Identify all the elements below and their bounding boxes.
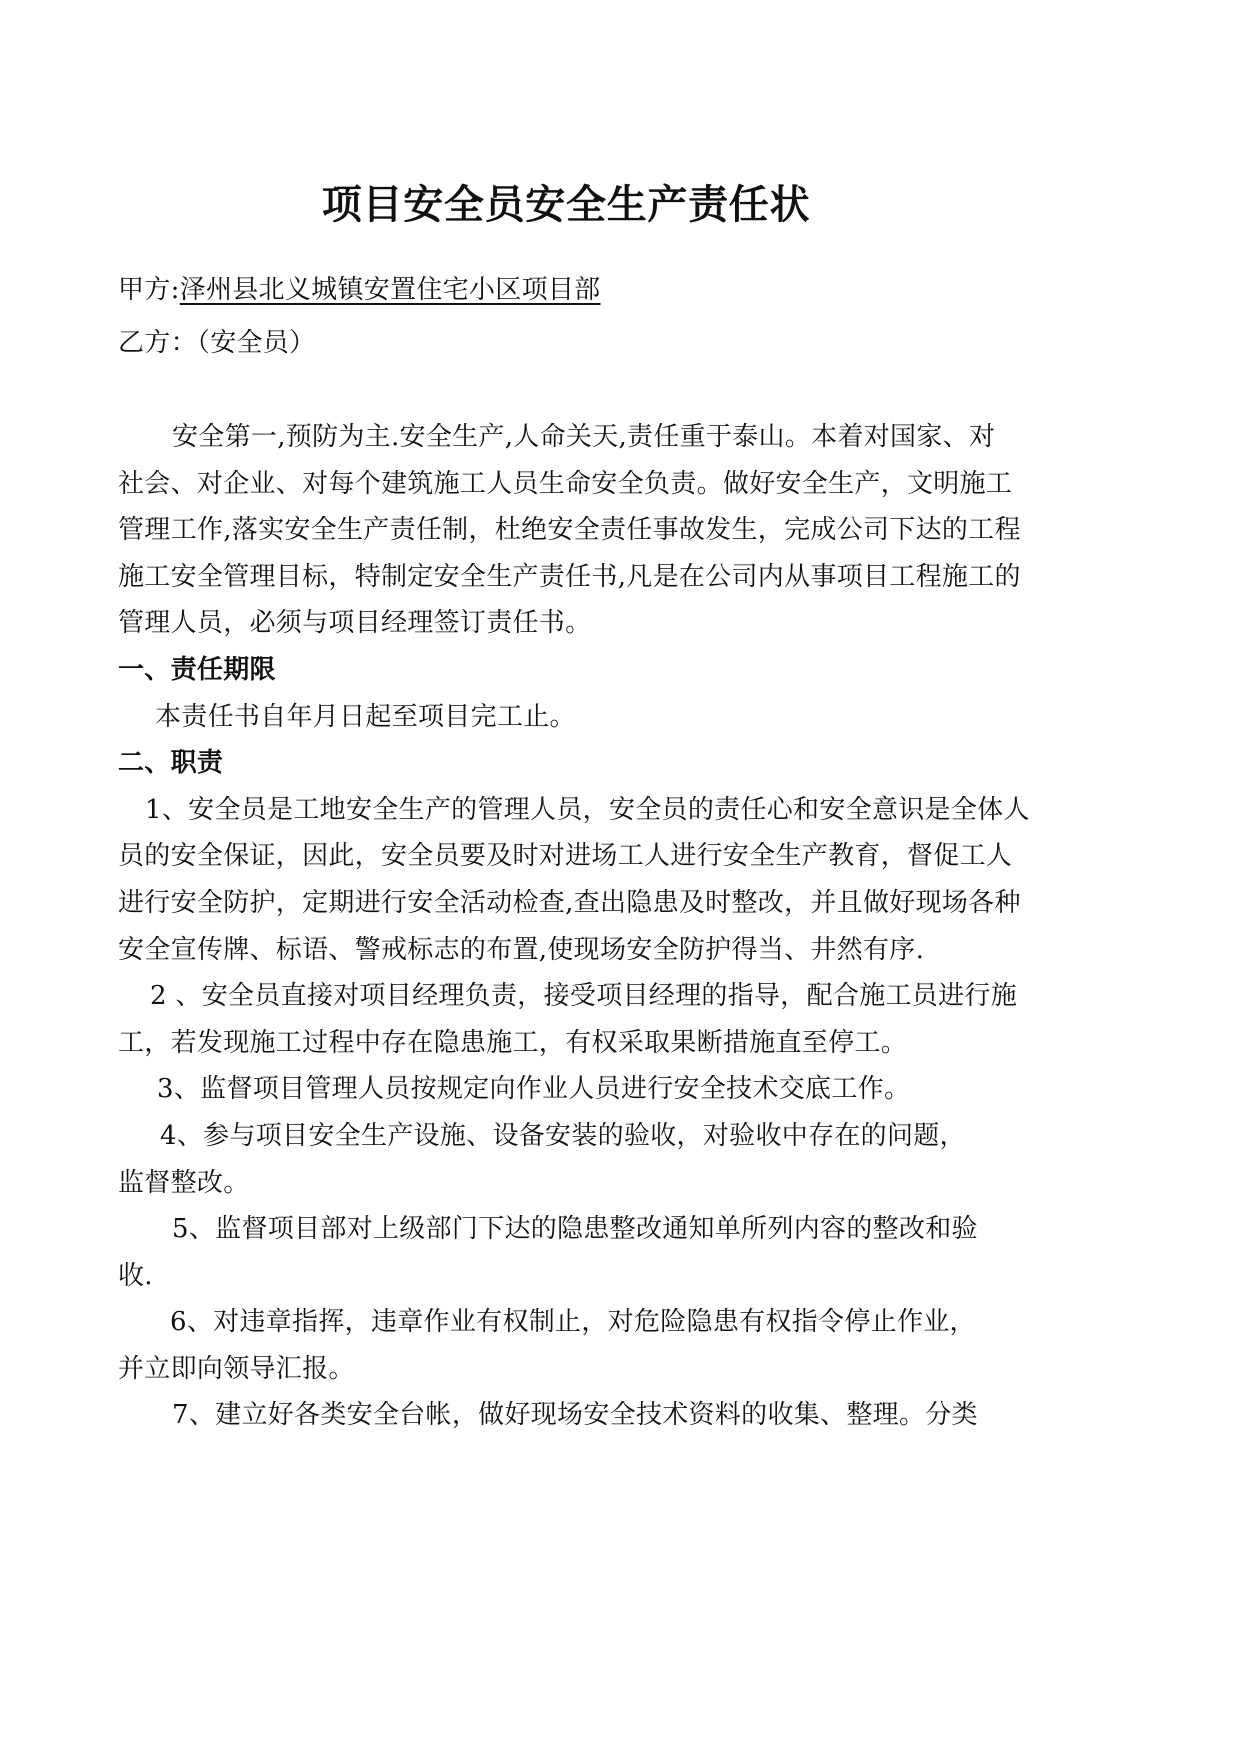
duty-item-line: 进行安全防护，定期进行安全活动检查,查出隐患及时整改，并且做好现场各种 bbox=[118, 887, 1021, 918]
party-a-line bbox=[118, 267, 1014, 313]
duty-item-5 bbox=[118, 1206, 1014, 1299]
section-duties bbox=[118, 740, 1030, 1439]
duty-item-6 bbox=[118, 1299, 1014, 1392]
duty-item-2 bbox=[118, 973, 1018, 1066]
preamble-line: 管理人员，必须与项目经理签订责任书。 bbox=[118, 608, 592, 639]
preamble-line: 施工安全管理目标，特制定安全生产责任书,凡是在公司内从事项目工程施工的 bbox=[118, 561, 1021, 592]
duty-item-line: 3、监督项目管理人员按规定向作业人员进行安全技术交底工作。 bbox=[157, 1074, 911, 1105]
preamble-line: 管理工作,落实安全生产责任制，杜绝安全责任事故发生，完成公司下达的工程 bbox=[118, 515, 1021, 546]
duty-item-line: 并立即向领导汇报。 bbox=[118, 1353, 355, 1384]
section-heading: 二、职责 bbox=[118, 748, 224, 779]
duty-item-7 bbox=[118, 1392, 1014, 1439]
duty-item-line: 员的安全保证，因此，安全员要及时对进场工人进行安全生产教育，督促工人 bbox=[118, 841, 1013, 872]
preamble-line: 安全第一,预防为主.安全生产,人命关天,责任重于泰山。本着对国家、对 bbox=[172, 422, 996, 452]
section-heading: 一、责任期限 bbox=[118, 654, 276, 685]
document-body bbox=[118, 414, 1030, 1439]
preamble-line: 社会、对企业、对每个建筑施工人员生命安全负责。做好安全生产，文明施工 bbox=[118, 468, 1013, 499]
duty-item-line: 4、参与项目安全生产设施、设备安装的验收，对验收中存在的问题， bbox=[160, 1120, 966, 1151]
duty-item-1 bbox=[118, 787, 1030, 973]
party-a-name: 泽州县北义城镇安置住宅小区项目部 bbox=[179, 275, 601, 305]
duty-item-line: 安全宣传牌、标语、警戒标志的布置,使现场安全防护得当、井然有序. bbox=[118, 934, 925, 965]
duty-item-line: 5、监督项目部对上级部门下达的隐患整改通知单所列内容的整改和验 bbox=[172, 1214, 978, 1245]
preamble-paragraph bbox=[118, 414, 1021, 647]
document-title: 项目安全员安全生产责任状 bbox=[321, 182, 811, 228]
party-a-label: 甲方: bbox=[118, 275, 180, 305]
duty-item-line: 收. bbox=[118, 1260, 153, 1291]
duty-item-4 bbox=[118, 1113, 1014, 1206]
duty-item-line: 工，若发现施工过程中存在隐患施工，有权采取果断措施直至停工。 bbox=[118, 1027, 908, 1058]
duty-item-line: 监督整改。 bbox=[118, 1167, 250, 1198]
duty-item-line: 2 、安全员直接对项目经理负责，接受项目经理的指导，配合施工员进行施 bbox=[150, 981, 1018, 1012]
duty-item-line: 1、安全员是工地安全生产的管理人员，安全员的责任心和安全意识是全体人 bbox=[145, 794, 1030, 825]
section-term-line: 本责任书自年月日起至项目完工止。 bbox=[155, 701, 576, 732]
duty-item-line: 7、建立好各类安全台帐，做好现场安全技术资料的收集、整理。分类 bbox=[172, 1400, 978, 1431]
duty-item-line: 6、对违章指挥，违章作业有权制止，对危险隐患有权指令停止作业， bbox=[170, 1307, 976, 1338]
section-term bbox=[118, 647, 1014, 740]
party-b-line: 乙方：（安全员） bbox=[118, 328, 316, 358]
duty-item-3 bbox=[118, 1066, 1014, 1113]
